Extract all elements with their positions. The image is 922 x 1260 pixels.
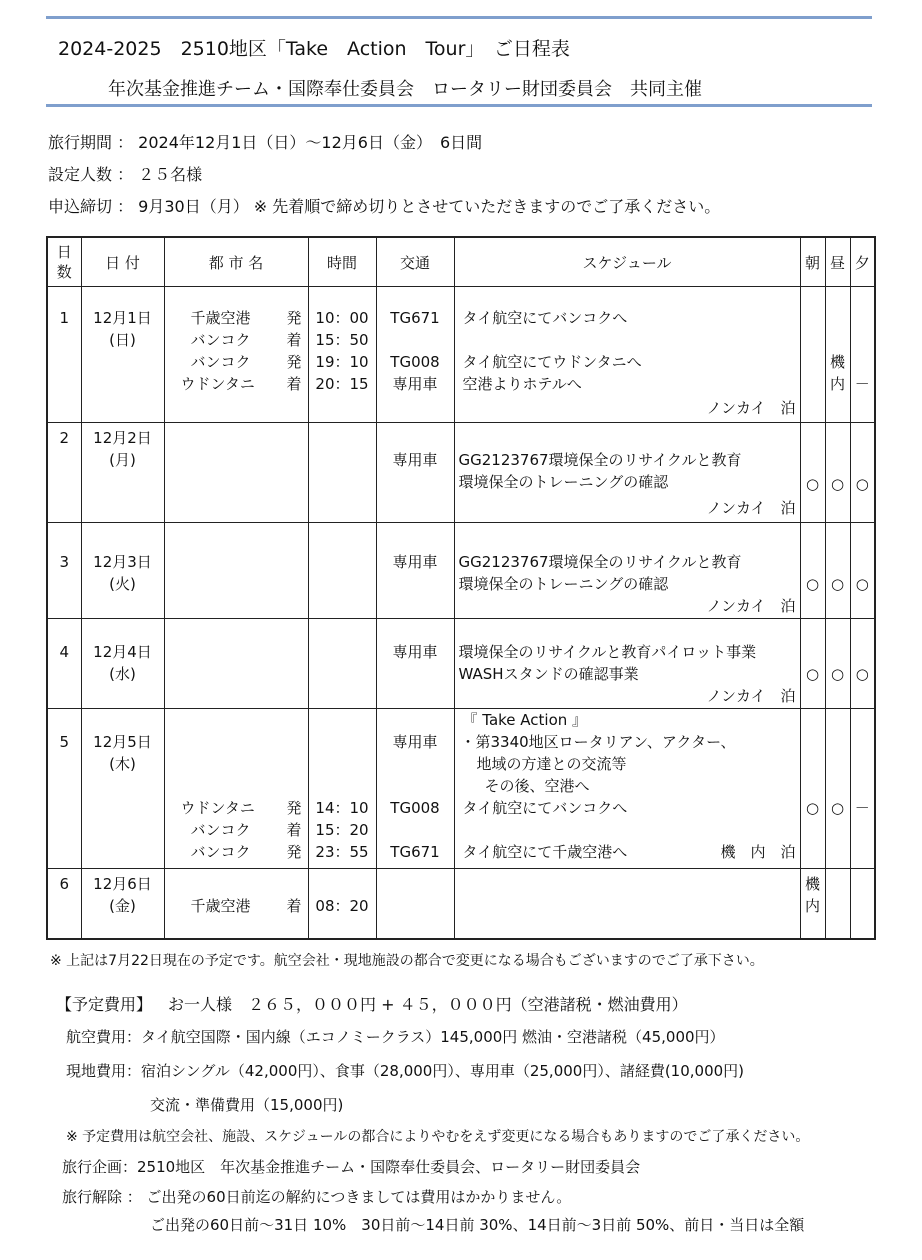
day-number: 5 <box>59 733 70 751</box>
date: 12月2日 <box>93 429 152 447</box>
header-schedule: スケジュール <box>454 237 800 287</box>
header-dinner: 夕 <box>850 237 875 287</box>
transport: 専用車 <box>392 553 438 571</box>
lunch-mark: ○ <box>830 665 845 683</box>
schedule-line: タイ航空にて千歳空港へ <box>462 843 628 861</box>
city: バンコク <box>190 821 251 839</box>
schedule-table <box>46 236 876 940</box>
arrival-departure: 着 <box>286 331 302 349</box>
day-number: 1 <box>59 309 70 327</box>
application-deadline: 申込締切 ： 9月30日（月） ※ 先着順で締め切りとさせていただきますのでご了承ください。 <box>48 197 721 216</box>
schedule-line: ・第3340地区ロータリアン、アクター、 <box>460 733 736 751</box>
breakfast-mark: ○ <box>805 799 820 817</box>
schedule-line: 環境保全のリサイクルと教育パイロット事業 <box>458 643 757 661</box>
weekday: (日) <box>109 331 136 349</box>
transport: 専用車 <box>392 643 438 661</box>
arrival-departure: 発 <box>286 843 302 861</box>
day-number: 3 <box>59 553 70 571</box>
cost-label: 【予定費用】 <box>56 995 153 1014</box>
overnight-stay: ノンカイ 泊 <box>706 597 796 615</box>
dinner-mark: － <box>854 375 870 393</box>
overnight-stay: ノンカイ 泊 <box>706 687 796 705</box>
travel-period: 旅行期間 ： 2024年12月1日（日）～12月6日（金） 6日間 <box>48 133 483 152</box>
arrival-departure: 発 <box>286 799 302 817</box>
date: 12月5日 <box>93 733 152 751</box>
dinner-mark: ○ <box>855 475 869 493</box>
schedule-line: 環境保全のトレーニングの確認 <box>458 575 669 593</box>
breakfast-mark: ○ <box>805 575 820 593</box>
table-header-row <box>47 237 875 287</box>
cancellation-fees: ご出発の60日前～31日 10% 30日前～14日前 30%、14日前～3日前 50%、前日・当日は全額 <box>150 1216 805 1234</box>
overnight-stay: 機 内 泊 <box>720 843 796 861</box>
lunch-mark: ○ <box>830 799 845 817</box>
breakfast-mark: ○ <box>805 475 820 493</box>
transport: 専用車 <box>392 375 438 393</box>
transport: TG671 <box>390 843 440 861</box>
cancellation-policy: 旅行解除 ： ご出発の60日前迄の解約につきましては費用はかかりません。 <box>62 1188 572 1206</box>
header-city: 都 市 名 <box>164 237 308 287</box>
header-date: 日 付 <box>81 237 164 287</box>
time: 23：55 <box>315 843 369 861</box>
header-transport: 交通 <box>376 237 454 287</box>
air-cost: 航空費用：タイ航空国際・国内線（エコノミークラス）145,000円 燃油・空港諸税（45,000円） <box>66 1028 725 1046</box>
schedule-line: タイ航空にてバンコクへ <box>462 799 628 817</box>
time: 08：20 <box>315 897 369 915</box>
dinner-mark: ○ <box>855 665 869 683</box>
cost-total: お一人様 ２６５，０００円 + ４５，０００円（空港諸税・燃油費用） <box>168 995 688 1014</box>
time: 20：15 <box>315 375 369 393</box>
table-row <box>47 619 875 709</box>
time: 19：10 <box>315 353 369 371</box>
weekday: (月) <box>109 451 136 469</box>
time: 14：10 <box>315 799 369 817</box>
header-lunch: 昼 <box>825 237 850 287</box>
schedule-line: 『 Take Action 』 <box>462 711 588 729</box>
transport: TG008 <box>390 799 440 817</box>
breakfast-mark: 機内 <box>804 875 820 915</box>
lunch-mark: ○ <box>830 575 845 593</box>
schedule-line: 空港よりホテルへ <box>462 375 582 393</box>
weekday: (木) <box>109 755 136 773</box>
schedule-line: GG2123767環境保全のリサイクルと教育 <box>458 451 742 469</box>
schedule-line: 環境保全のトレーニングの確認 <box>458 473 669 491</box>
tour-planner: 旅行企画：2510地区 年次基金推進チーム・国際奉仕委員会、ロータリー財団委員会 <box>62 1158 641 1176</box>
city: バンコク <box>190 843 251 861</box>
dinner-mark: － <box>854 799 870 817</box>
table-row <box>47 869 875 939</box>
date: 12月3日 <box>93 553 152 571</box>
city: ウドンタニ <box>180 799 255 817</box>
overnight-stay: ノンカイ 泊 <box>706 499 796 517</box>
transport: TG008 <box>390 353 440 371</box>
local-cost-extra: 交流・準備費用（15,000円) <box>150 1096 344 1114</box>
schedule-line: GG2123767環境保全のリサイクルと教育 <box>458 553 742 571</box>
weekday: (水) <box>109 665 136 683</box>
date: 12月4日 <box>93 643 152 661</box>
table-row <box>47 523 875 619</box>
transport: 専用車 <box>392 733 438 751</box>
header-rule-bottom <box>46 104 872 107</box>
arrival-departure: 発 <box>286 309 302 327</box>
page-subtitle: 年次基金推進チーム・国際奉仕委員会 ロータリー財団委員会 共同主催 <box>108 79 702 100</box>
day-number: 6 <box>59 875 70 893</box>
dinner-mark: ○ <box>855 575 869 593</box>
day-number: 4 <box>59 643 70 661</box>
schedule-line: タイ航空にてウドンタニへ <box>462 353 642 371</box>
arrival-departure: 発 <box>286 353 302 371</box>
city: バンコク <box>190 353 251 371</box>
header-time: 時間 <box>308 237 376 287</box>
lunch-mark: 機内 <box>829 353 845 393</box>
header-breakfast: 朝 <box>800 237 825 287</box>
schedule-note: ※ 上記は7月22日現在の予定です。航空会社・現地施設の都合で変更になる場合もございますのでご了承下さい。 <box>50 953 764 969</box>
city: ウドンタニ <box>180 375 255 393</box>
date: 12月1日 <box>93 309 152 327</box>
header-day: 日数 <box>47 237 81 287</box>
time: 15：50 <box>315 331 369 349</box>
table-row <box>47 287 875 423</box>
arrival-departure: 着 <box>286 897 302 915</box>
table-row <box>47 423 875 523</box>
schedule-line: その後、空港へ <box>484 777 590 795</box>
table-row <box>47 709 875 869</box>
date: 12月6日 <box>93 875 152 893</box>
header-rule-top <box>46 16 872 19</box>
overnight-stay: ノンカイ 泊 <box>706 399 796 417</box>
city: バンコク <box>190 331 251 349</box>
local-cost: 現地費用：宿泊シングル（42,000円）、食事（28,000円）、専用車（25,000円）、諸経費(10,000円) <box>66 1062 745 1080</box>
transport: 専用車 <box>392 451 438 469</box>
weekday: (火) <box>109 575 136 593</box>
lunch-mark: ○ <box>830 475 845 493</box>
transport: TG671 <box>390 309 440 327</box>
day-number: 2 <box>59 429 70 447</box>
arrival-departure: 着 <box>286 375 302 393</box>
page-title: 2024-2025 2510地区「Take Action Tour」 ご日程表 <box>58 38 570 60</box>
time: 10：00 <box>315 309 369 327</box>
schedule-line: タイ航空にてバンコクへ <box>462 309 628 327</box>
arrival-departure: 着 <box>286 821 302 839</box>
city: 千歳空港 <box>190 309 251 327</box>
breakfast-mark: ○ <box>805 665 820 683</box>
group-size: 設定人数 ： ２５名様 <box>48 165 203 184</box>
schedule-line: 地域の方達との交流等 <box>476 755 627 773</box>
schedule-line: WASHスタンドの確認事業 <box>458 665 639 683</box>
time: 15：20 <box>315 821 369 839</box>
city: 千歳空港 <box>190 897 251 915</box>
cost-note: ※ 予定費用は航空会社、施設、スケジュールの都合によりやむをえず変更になる場合もありますのでご了承ください。 <box>66 1129 810 1145</box>
weekday: (金) <box>109 897 136 915</box>
